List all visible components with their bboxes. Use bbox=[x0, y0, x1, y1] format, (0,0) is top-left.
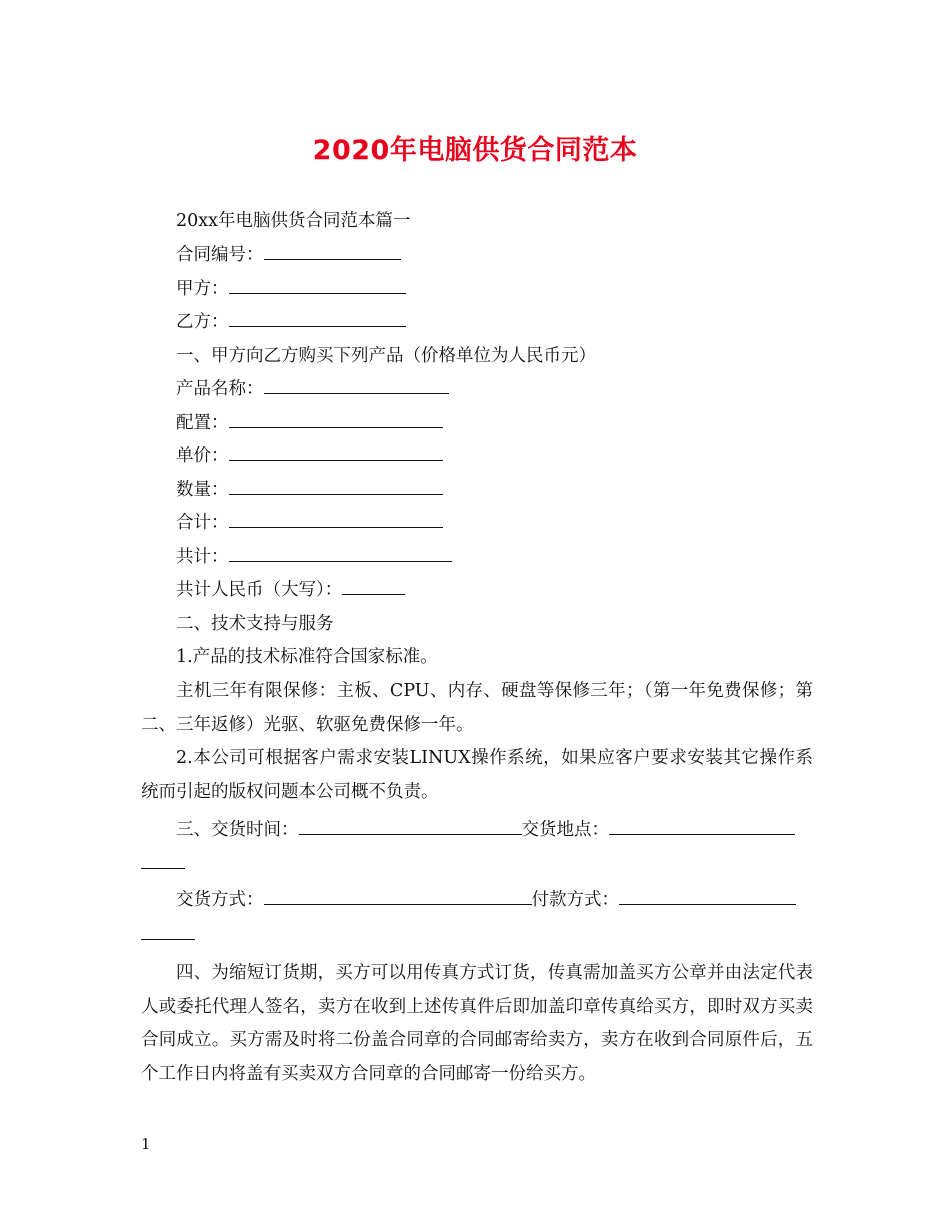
total-label: 共计： bbox=[176, 547, 229, 567]
subtotal-blank bbox=[229, 511, 443, 528]
party-a-field bbox=[176, 277, 406, 301]
party-b-label: 乙方： bbox=[176, 312, 229, 332]
delivery-place-blank-continuation bbox=[141, 852, 185, 876]
party-a-blank bbox=[229, 277, 406, 294]
total-blank bbox=[229, 545, 452, 562]
party-b-blank bbox=[229, 310, 406, 327]
item-2-paragraph: 2.本公司可根据客户需求安装LINUX操作系统，如果应客户要求安装其它操作系统而引起的版权问题本公司概不负责。 bbox=[141, 748, 813, 802]
section-2-heading: 二、技术支持与服务 bbox=[176, 614, 334, 634]
quantity-label: 数量： bbox=[176, 480, 229, 500]
unit-price-blank bbox=[229, 444, 443, 461]
total-rmb-field bbox=[176, 578, 405, 602]
total-rmb-blank bbox=[342, 578, 405, 595]
continuation-blank-2 bbox=[141, 923, 195, 940]
party-b-field bbox=[176, 310, 406, 334]
payment-method-blank-continuation bbox=[141, 923, 195, 947]
delivery-method-blank bbox=[264, 888, 532, 905]
config-field bbox=[176, 411, 443, 435]
payment-method-label: 付款方式： bbox=[531, 890, 619, 910]
page-number: 1 bbox=[141, 1135, 151, 1153]
unit-price-label: 单价： bbox=[176, 446, 229, 466]
product-name-label: 产品名称： bbox=[176, 379, 264, 399]
delivery-place-blank bbox=[609, 818, 795, 835]
delivery-place-label: 交货地点： bbox=[521, 820, 609, 840]
product-name-blank bbox=[264, 377, 449, 394]
party-a-label: 甲方： bbox=[176, 279, 229, 299]
contract-number-field bbox=[176, 243, 401, 267]
delivery-method-row bbox=[176, 888, 796, 912]
delivery-time-blank bbox=[299, 818, 522, 835]
config-label: 配置： bbox=[176, 413, 229, 433]
subtotal-label: 合计： bbox=[176, 513, 229, 533]
quantity-field bbox=[176, 478, 443, 502]
contract-number-blank bbox=[264, 243, 401, 260]
payment-method-blank bbox=[619, 888, 796, 905]
total-rmb-label: 共计人民币（大写）： bbox=[176, 580, 343, 600]
subtotal-field bbox=[176, 511, 443, 535]
warranty-paragraph: 主机三年有限保修：主板、CPU、内存、硬盘等保修三年；（第一年免费保修；第二、三年返修）光驱、软驱免费保修一年。 bbox=[141, 681, 813, 735]
section-4-paragraph: 四、为缩短订货期，买方可以用传真方式订货，传真需加盖买方公章并由法定代表人或委托代理人签名，卖方在收到上述传真件后即加盖印章传真给买方，即时双方买卖合同成立。买方需及时将二份盖合同章的合同邮寄给卖方，卖方在收到合同原件后，五个工作日内将盖有买卖双方合同章的合同邮寄一份给买方。 bbox=[141, 963, 813, 1084]
continuation-blank-1 bbox=[141, 852, 185, 869]
document-title: 2020年电脑供货合同范本 bbox=[312, 135, 638, 166]
config-blank bbox=[229, 411, 443, 428]
section-1-heading: 一、甲方向乙方购买下列产品（价格单位为人民币元） bbox=[176, 346, 596, 366]
item-1-text: 1.产品的技术标准符合国家标准。 bbox=[176, 647, 438, 667]
unit-price-field bbox=[176, 444, 443, 468]
subtitle: 20xx年电脑供货合同范本篇一 bbox=[176, 211, 411, 231]
total-field bbox=[176, 545, 452, 569]
delivery-time-label: 三、交货时间： bbox=[176, 820, 299, 840]
delivery-method-label: 交货方式： bbox=[176, 890, 264, 910]
product-name-field bbox=[176, 377, 449, 401]
quantity-blank bbox=[229, 478, 443, 495]
contract-number-label: 合同编号： bbox=[176, 245, 264, 265]
delivery-time-row bbox=[176, 818, 795, 842]
